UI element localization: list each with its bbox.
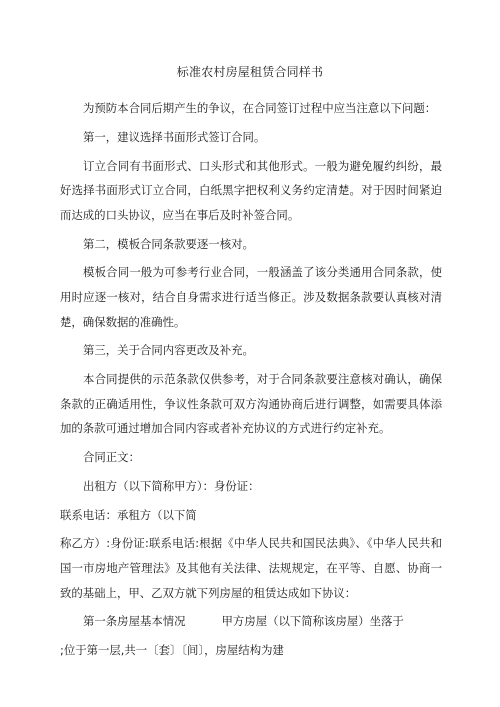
- paragraph: 合同正文：: [83, 450, 140, 465]
- document-body: [60, 96, 442, 667]
- document-title: 标准农村房屋租赁合同样书: [176, 65, 324, 79]
- clause-heading: 第一条房屋基本情况: [83, 614, 186, 629]
- paragraph: 订立合同有书面形式、口头形式和其他形式。一般为避免履约纠纷，最好选择书面形式订立合同，白纸黑字把权利义务约定清楚。对于因时间紧迫而达成的口头协议，应当在事后及时补签合同。: [60, 158, 442, 222]
- paragraph: 出租方（以下简称甲方）：身份证：: [83, 478, 260, 493]
- paragraph: 为预防本合同后期产生的争议，在合同签订过程中应当注意以下问题：: [83, 101, 437, 115]
- paragraph: 称乙方）:身份证:联系电话:根据《中华人民共和国民法典》、《中华人民共和国一市房地产管理法》及其他有关法律、法规规定，在平等、自愿、协商一致的基础上，甲、乙双方就下列房屋的租赁达成如下协议：: [60, 536, 442, 600]
- paragraph: 模板合同一般为可参考行业合同，一般涵盖了该分类通用合同条款，使用时应逐一核对，结合自身需求进行适当修正。涉及数据条款要认真核对清楚，确保数据的准确性。: [60, 265, 442, 329]
- paragraph: ;位于第一层,共一〔套〕〔间〕，房屋结构为建: [60, 643, 284, 658]
- clause-text: 甲方房屋（以下简称该房屋）坐落于: [221, 614, 404, 629]
- paragraph: 第一，建议选择书面形式签订合同。: [83, 129, 266, 144]
- paragraph: 第二，模板合同条款要逐一核对。: [83, 236, 254, 251]
- paragraph: 第三，关于合同内容更改及补充。: [83, 343, 254, 358]
- paragraph: 联系电话：承租方（以下简: [60, 507, 197, 522]
- clause-line: [60, 609, 442, 634]
- paragraph: 本合同提供的示范条款仅供参考，对于合同条款要注意核对确认，确保条款的正确适用性，争议性条款可双方沟通协商后进行调整，如需要具体添加的条款可通过增加合同内容或者补充协议的方式进行约定补充。: [60, 372, 442, 436]
